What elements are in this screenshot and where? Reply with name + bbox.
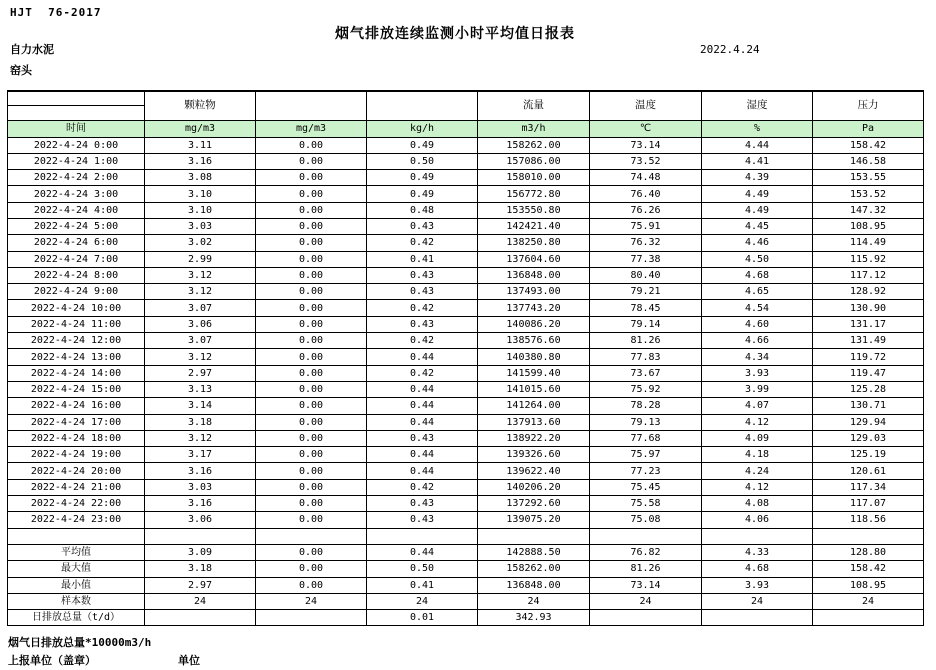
value-cell: 128.92 (813, 284, 924, 300)
value-cell: 0.48 (367, 202, 478, 218)
time-cell: 2022-4-24 8:00 (8, 267, 145, 283)
group-header-humidity: 湿度 (702, 91, 813, 120)
summary-value-cell: 0.00 (256, 561, 367, 577)
summary-value-cell: 4.68 (702, 561, 813, 577)
table-row (8, 496, 924, 512)
table-row (8, 479, 924, 495)
value-cell: 117.12 (813, 267, 924, 283)
summary-value-cell (813, 610, 924, 626)
value-cell: 137913.60 (478, 414, 590, 430)
summary-value-cell: 0.00 (256, 544, 367, 560)
value-cell: 0.44 (367, 349, 478, 365)
empty-cell (702, 528, 813, 544)
table-row (8, 251, 924, 267)
value-cell: 3.12 (145, 430, 256, 446)
summary-value-cell: 3.93 (702, 577, 813, 593)
unit-header-time: 时间 (8, 120, 145, 137)
value-cell: 73.14 (590, 137, 702, 153)
value-cell: 141264.00 (478, 398, 590, 414)
summary-value-cell: 158262.00 (478, 561, 590, 577)
summary-value-cell: 3.18 (145, 561, 256, 577)
value-cell: 0.00 (256, 333, 367, 349)
value-cell: 117.07 (813, 496, 924, 512)
value-cell: 3.02 (145, 235, 256, 251)
value-cell: 2.97 (145, 365, 256, 381)
summary-value-cell: 24 (256, 593, 367, 609)
summary-value-cell: 4.33 (702, 544, 813, 560)
empty-cell (590, 528, 702, 544)
summary-value-cell: 0.50 (367, 561, 478, 577)
report-table (7, 90, 924, 626)
standard-code: HJT 76-2017 (10, 6, 102, 19)
time-cell: 2022-4-24 4:00 (8, 202, 145, 218)
value-cell: 0.00 (256, 316, 367, 332)
summary-value-cell: 24 (367, 593, 478, 609)
value-cell: 3.03 (145, 218, 256, 234)
value-cell: 4.06 (702, 512, 813, 528)
time-cell: 2022-4-24 6:00 (8, 235, 145, 251)
value-cell: 3.06 (145, 512, 256, 528)
value-cell: 78.28 (590, 398, 702, 414)
value-cell: 0.44 (367, 447, 478, 463)
summary-label: 平均值 (8, 544, 145, 560)
empty-cell (813, 528, 924, 544)
value-cell: 131.17 (813, 316, 924, 332)
report-date: 2022.4.24 (700, 43, 760, 56)
footer-note: 烟气日排放总量*10000m3/h (8, 636, 152, 649)
table-row (8, 398, 924, 414)
value-cell: 0.43 (367, 496, 478, 512)
value-cell: 157086.00 (478, 153, 590, 169)
value-cell: 130.90 (813, 300, 924, 316)
table-row (8, 316, 924, 332)
value-cell: 119.72 (813, 349, 924, 365)
value-cell: 3.93 (702, 365, 813, 381)
value-cell: 137292.60 (478, 496, 590, 512)
value-cell: 74.48 (590, 170, 702, 186)
table-row (8, 381, 924, 397)
summary-value-cell (145, 610, 256, 626)
value-cell: 156772.80 (478, 186, 590, 202)
summary-label: 样本数 (8, 593, 145, 609)
unit-label: 单位 (178, 654, 200, 667)
summary-row (8, 544, 924, 560)
value-cell: 0.43 (367, 267, 478, 283)
value-cell: 0.41 (367, 251, 478, 267)
value-cell: 0.49 (367, 186, 478, 202)
table-row (8, 218, 924, 234)
value-cell: 79.14 (590, 316, 702, 332)
value-cell: 3.16 (145, 496, 256, 512)
value-cell: 4.07 (702, 398, 813, 414)
value-cell: 131.49 (813, 333, 924, 349)
time-cell: 2022-4-24 17:00 (8, 414, 145, 430)
summary-value-cell: 142888.50 (478, 544, 590, 560)
monitor-point-name: 窑头 (10, 64, 32, 77)
value-cell: 4.49 (702, 202, 813, 218)
time-cell: 2022-4-24 3:00 (8, 186, 145, 202)
value-cell: 0.00 (256, 463, 367, 479)
value-cell: 153550.80 (478, 202, 590, 218)
unit-header-celsius: ℃ (590, 120, 702, 137)
table-row (8, 153, 924, 169)
value-cell: 0.00 (256, 137, 367, 153)
value-cell: 0.00 (256, 251, 367, 267)
value-cell: 3.99 (702, 381, 813, 397)
value-cell: 120.61 (813, 463, 924, 479)
value-cell: 4.49 (702, 186, 813, 202)
value-cell: 76.40 (590, 186, 702, 202)
report-unit-label: 上报单位（盖章） (8, 654, 96, 667)
value-cell: 0.44 (367, 414, 478, 430)
time-cell: 2022-4-24 1:00 (8, 153, 145, 169)
value-cell: 3.12 (145, 349, 256, 365)
time-cell: 2022-4-24 19:00 (8, 447, 145, 463)
value-cell: 139622.40 (478, 463, 590, 479)
value-cell: 0.00 (256, 300, 367, 316)
summary-value-cell (256, 610, 367, 626)
value-cell: 142421.40 (478, 218, 590, 234)
summary-value-cell: 24 (478, 593, 590, 609)
value-cell: 130.71 (813, 398, 924, 414)
table-row (8, 447, 924, 463)
empty-cell (145, 528, 256, 544)
summary-value-cell: 24 (702, 593, 813, 609)
summary-value-cell: 81.26 (590, 561, 702, 577)
value-cell: 0.00 (256, 284, 367, 300)
value-cell: 0.50 (367, 153, 478, 169)
value-cell: 129.94 (813, 414, 924, 430)
value-cell: 117.34 (813, 479, 924, 495)
value-cell: 77.83 (590, 349, 702, 365)
group-header-pressure: 压力 (813, 91, 924, 120)
unit-header-row (8, 120, 924, 137)
summary-row (8, 561, 924, 577)
value-cell: 0.42 (367, 365, 478, 381)
time-cell: 2022-4-24 9:00 (8, 284, 145, 300)
time-cell: 2022-4-24 15:00 (8, 381, 145, 397)
value-cell: 0.42 (367, 333, 478, 349)
summary-value-cell: 342.93 (478, 610, 590, 626)
group-header-row (8, 91, 924, 120)
company-name: 自力水泥 (10, 43, 54, 56)
time-cell: 2022-4-24 20:00 (8, 463, 145, 479)
value-cell: 81.26 (590, 333, 702, 349)
value-cell: 137604.60 (478, 251, 590, 267)
value-cell: 0.43 (367, 430, 478, 446)
value-cell: 3.12 (145, 267, 256, 283)
value-cell: 3.13 (145, 381, 256, 397)
table-row (8, 430, 924, 446)
summary-value-cell: 24 (145, 593, 256, 609)
value-cell: 0.42 (367, 300, 478, 316)
value-cell: 78.45 (590, 300, 702, 316)
value-cell: 3.08 (145, 170, 256, 186)
value-cell: 0.00 (256, 186, 367, 202)
value-cell: 0.00 (256, 479, 367, 495)
summary-value-cell (590, 610, 702, 626)
value-cell: 4.50 (702, 251, 813, 267)
time-cell: 2022-4-24 7:00 (8, 251, 145, 267)
value-cell: 3.11 (145, 137, 256, 153)
time-cell: 2022-4-24 10:00 (8, 300, 145, 316)
table-row (8, 186, 924, 202)
value-cell: 77.23 (590, 463, 702, 479)
summary-row (8, 610, 924, 626)
value-cell: 0.44 (367, 463, 478, 479)
unit-header-m3h: m3/h (478, 120, 590, 137)
group-header-blank-2 (367, 91, 478, 120)
summary-value-cell: 0.00 (256, 577, 367, 593)
value-cell: 0.00 (256, 153, 367, 169)
summary-label: 最小值 (8, 577, 145, 593)
value-cell: 75.91 (590, 218, 702, 234)
group-header-blank-1 (256, 91, 367, 120)
value-cell: 136848.00 (478, 267, 590, 283)
time-cell: 2022-4-24 21:00 (8, 479, 145, 495)
value-cell: 4.46 (702, 235, 813, 251)
value-cell: 0.00 (256, 235, 367, 251)
value-cell: 4.65 (702, 284, 813, 300)
value-cell: 73.52 (590, 153, 702, 169)
value-cell: 147.32 (813, 202, 924, 218)
value-cell: 76.32 (590, 235, 702, 251)
value-cell: 4.34 (702, 349, 813, 365)
summary-value-cell: 158.42 (813, 561, 924, 577)
value-cell: 139075.20 (478, 512, 590, 528)
value-cell: 0.00 (256, 414, 367, 430)
value-cell: 75.97 (590, 447, 702, 463)
value-cell: 4.12 (702, 479, 813, 495)
summary-row (8, 577, 924, 593)
summary-value-cell: 0.44 (367, 544, 478, 560)
group-header-particulate: 颗粒物 (145, 91, 256, 120)
value-cell: 141599.40 (478, 365, 590, 381)
table-row (8, 512, 924, 528)
page-title: 烟气排放连续监测小时平均值日报表 (335, 26, 575, 42)
value-cell: 3.18 (145, 414, 256, 430)
table-row (8, 137, 924, 153)
value-cell: 114.49 (813, 235, 924, 251)
value-cell: 2.99 (145, 251, 256, 267)
summary-value-cell: 108.95 (813, 577, 924, 593)
value-cell: 158.42 (813, 137, 924, 153)
value-cell: 3.17 (145, 447, 256, 463)
value-cell: 138250.80 (478, 235, 590, 251)
time-cell: 2022-4-24 14:00 (8, 365, 145, 381)
unit-header-percent: % (702, 120, 813, 137)
value-cell: 4.66 (702, 333, 813, 349)
table-row (8, 267, 924, 283)
summary-value-cell: 24 (590, 593, 702, 609)
value-cell: 137743.20 (478, 300, 590, 316)
summary-rows (8, 528, 924, 626)
value-cell: 3.16 (145, 153, 256, 169)
unit-header-mgm3-1: mg/m3 (145, 120, 256, 137)
time-cell: 2022-4-24 23:00 (8, 512, 145, 528)
unit-header-mgm3-2: mg/m3 (256, 120, 367, 137)
empty-cell (478, 528, 590, 544)
value-cell: 3.06 (145, 316, 256, 332)
value-cell: 0.00 (256, 349, 367, 365)
value-cell: 0.43 (367, 316, 478, 332)
value-cell: 0.00 (256, 381, 367, 397)
value-cell: 146.58 (813, 153, 924, 169)
value-cell: 3.07 (145, 333, 256, 349)
value-cell: 0.43 (367, 512, 478, 528)
value-cell: 76.26 (590, 202, 702, 218)
value-cell: 138922.20 (478, 430, 590, 446)
value-cell: 0.44 (367, 398, 478, 414)
time-cell: 2022-4-24 2:00 (8, 170, 145, 186)
value-cell: 3.07 (145, 300, 256, 316)
value-cell: 4.08 (702, 496, 813, 512)
table-row (8, 414, 924, 430)
value-cell: 140086.20 (478, 316, 590, 332)
summary-value-cell: 73.14 (590, 577, 702, 593)
value-cell: 80.40 (590, 267, 702, 283)
time-cell: 2022-4-24 12:00 (8, 333, 145, 349)
value-cell: 125.19 (813, 447, 924, 463)
summary-value-cell: 2.97 (145, 577, 256, 593)
empty-cell (8, 528, 145, 544)
summary-value-cell (702, 610, 813, 626)
value-cell: 153.55 (813, 170, 924, 186)
table-row (8, 284, 924, 300)
value-cell: 3.10 (145, 202, 256, 218)
time-cell: 2022-4-24 5:00 (8, 218, 145, 234)
value-cell: 4.39 (702, 170, 813, 186)
table-row (8, 170, 924, 186)
table-row (8, 202, 924, 218)
table-row (8, 300, 924, 316)
value-cell: 140206.20 (478, 479, 590, 495)
value-cell: 4.12 (702, 414, 813, 430)
value-cell: 140380.80 (478, 349, 590, 365)
time-cell: 2022-4-24 18:00 (8, 430, 145, 446)
value-cell: 4.60 (702, 316, 813, 332)
value-cell: 0.00 (256, 218, 367, 234)
value-cell: 0.00 (256, 447, 367, 463)
value-cell: 3.14 (145, 398, 256, 414)
unit-header-kgh: kg/h (367, 120, 478, 137)
value-cell: 153.52 (813, 186, 924, 202)
time-cell: 2022-4-24 22:00 (8, 496, 145, 512)
summary-value-cell: 0.01 (367, 610, 478, 626)
table-row (8, 365, 924, 381)
time-cell: 2022-4-24 16:00 (8, 398, 145, 414)
value-cell: 75.92 (590, 381, 702, 397)
value-cell: 0.00 (256, 496, 367, 512)
value-cell: 0.43 (367, 218, 478, 234)
value-cell: 141015.60 (478, 381, 590, 397)
value-cell: 3.10 (145, 186, 256, 202)
value-cell: 0.44 (367, 381, 478, 397)
value-cell: 4.54 (702, 300, 813, 316)
table-row (8, 333, 924, 349)
time-cell: 2022-4-24 13:00 (8, 349, 145, 365)
value-cell: 4.09 (702, 430, 813, 446)
value-cell: 4.44 (702, 137, 813, 153)
value-cell: 0.49 (367, 137, 478, 153)
value-cell: 3.12 (145, 284, 256, 300)
value-cell: 4.41 (702, 153, 813, 169)
value-cell: 0.00 (256, 170, 367, 186)
summary-row (8, 593, 924, 609)
unit-header-pa: Pa (813, 120, 924, 137)
value-cell: 158010.00 (478, 170, 590, 186)
value-cell: 3.16 (145, 463, 256, 479)
empty-cell (256, 528, 367, 544)
value-cell: 115.92 (813, 251, 924, 267)
value-cell: 137493.00 (478, 284, 590, 300)
data-rows (8, 137, 924, 528)
group-header-temperature: 温度 (590, 91, 702, 120)
value-cell: 0.49 (367, 170, 478, 186)
value-cell: 0.00 (256, 430, 367, 446)
summary-value-cell: 24 (813, 593, 924, 609)
summary-value-cell: 0.41 (367, 577, 478, 593)
value-cell: 125.28 (813, 381, 924, 397)
value-cell: 129.03 (813, 430, 924, 446)
value-cell: 139326.60 (478, 447, 590, 463)
summary-value-cell: 76.82 (590, 544, 702, 560)
value-cell: 4.24 (702, 463, 813, 479)
table-row (8, 463, 924, 479)
summary-value-cell: 136848.00 (478, 577, 590, 593)
value-cell: 0.00 (256, 267, 367, 283)
summary-label: 日排放总量（t/d） (8, 610, 145, 626)
value-cell: 75.58 (590, 496, 702, 512)
value-cell: 0.00 (256, 512, 367, 528)
summary-label: 最大值 (8, 561, 145, 577)
value-cell: 3.03 (145, 479, 256, 495)
value-cell: 0.00 (256, 398, 367, 414)
value-cell: 158262.00 (478, 137, 590, 153)
value-cell: 119.47 (813, 365, 924, 381)
time-cell: 2022-4-24 0:00 (8, 137, 145, 153)
value-cell: 138576.60 (478, 333, 590, 349)
group-header-flow: 流量 (478, 91, 590, 120)
value-cell: 79.13 (590, 414, 702, 430)
value-cell: 77.68 (590, 430, 702, 446)
summary-value-cell: 3.09 (145, 544, 256, 560)
value-cell: 0.00 (256, 365, 367, 381)
value-cell: 4.68 (702, 267, 813, 283)
group-header-time (8, 91, 145, 120)
value-cell: 118.56 (813, 512, 924, 528)
value-cell: 75.45 (590, 479, 702, 495)
value-cell: 79.21 (590, 284, 702, 300)
summary-value-cell: 128.80 (813, 544, 924, 560)
value-cell: 0.42 (367, 479, 478, 495)
table-row (8, 349, 924, 365)
value-cell: 4.45 (702, 218, 813, 234)
value-cell: 73.67 (590, 365, 702, 381)
value-cell: 0.42 (367, 235, 478, 251)
value-cell: 77.38 (590, 251, 702, 267)
time-cell: 2022-4-24 11:00 (8, 316, 145, 332)
empty-cell (367, 528, 478, 544)
value-cell: 4.18 (702, 447, 813, 463)
value-cell: 108.95 (813, 218, 924, 234)
value-cell: 0.43 (367, 284, 478, 300)
spacer-row (8, 528, 924, 544)
table-row (8, 235, 924, 251)
value-cell: 75.08 (590, 512, 702, 528)
value-cell: 0.00 (256, 202, 367, 218)
